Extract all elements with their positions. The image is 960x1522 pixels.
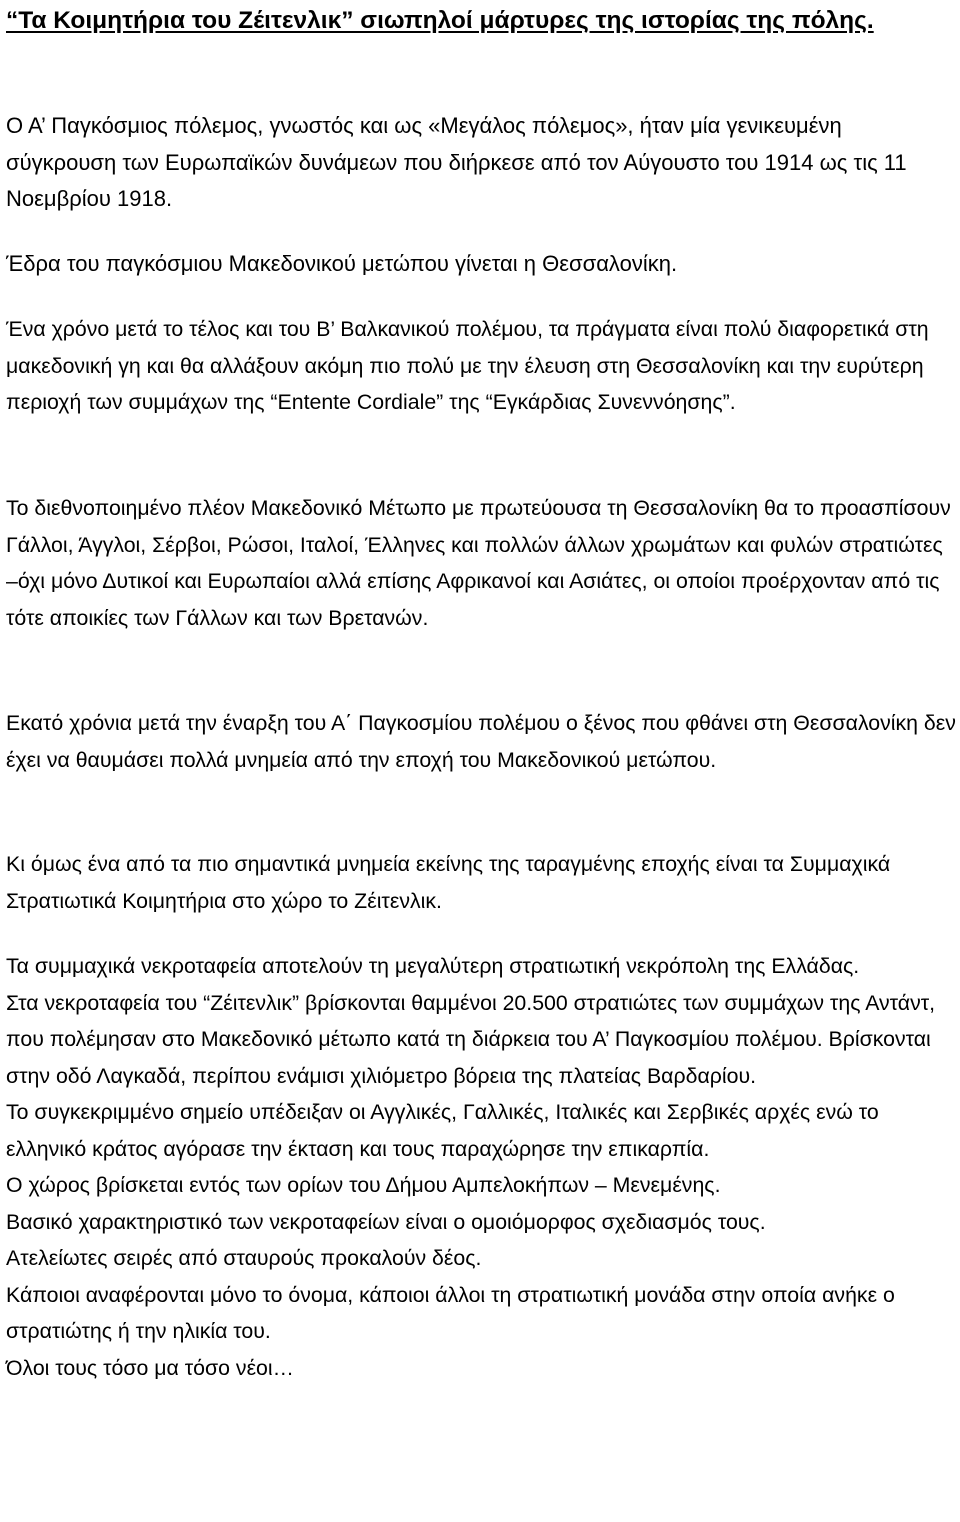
document-title: “Τα Κοιμητήρια του Ζέιτενλικ” σιωπηλοί μάρτυρες της ιστορίας της πόλης.: [6, 7, 874, 34]
paragraph-hundred-years-later: Εκατό χρόνια μετά την έναρξη του Α΄ Παγκοσμίου πολέμου ο ξένος που φθάνει στη Θεσσαλονίκη δεν έχει να θαυμάσει πολλά μνημεία από την εποχή του Μακεδονικού μετώπου.: [6, 711, 956, 772]
paragraph-ww1-intro: Ο Α’ Παγκόσμιος πόλεμος, γνωστός και ως «Μεγάλος πόλεμος», ήταν μία γενικευμένη σύγκρουση των Ευρωπαϊκών δυνάμεων που διήρκεσε από τον Αύγουστο του 1914 ως τις 11 Νοεμβρίου 1918.: [6, 113, 907, 212]
paragraph-internationalized-front: Το διεθνοποιημένο πλέον Μακεδονικό Μέτωπο με πρωτεύουσα τη Θεσσαλονίκη θα το προασπίσουν Γάλλοι, Άγγλοι, Σέρβοι, Ρώσοι, Ιταλοί, Έλληνες και πολλών άλλων χρωμάτων και φυλών στρατιώτες –όχι μόνο Δυτικοί και Ευρωπαίοι αλλά επίσης Αφρικανοί και Ασιάτες, οι οποίοι προέρχονταν από τις τότε αποικίες των Γάλλων και των Βρετανών.: [6, 496, 951, 630]
paragraph-macedonian-front-seat: Έδρα του παγκόσμιου Μακεδονικού μετώπου γίνεται η Θεσσαλονίκη.: [6, 251, 678, 276]
paragraph-allied-cemeteries: Κι όμως ένα από τα πιο σημαντικά μνημεία εκείνης της ταραγμένης εποχής είναι τα Συμμαχικά Στρατιωτικά Κοιμητήρια στο χώρο το Ζέιτενλικ.: [6, 852, 891, 913]
paragraph-necropolis-details: Τα συμμαχικά νεκροταφεία αποτελούν τη μεγαλύτερη στρατιωτική νεκρόπολη της Ελλάδας. Στα νεκροταφεία του “Ζέιτενλικ” βρίσκονται θαμμένοι 20.500 στρατιώτες των συμμάχων της Αντάντ, που πολέμησαν στο Μακεδονικό μέτωπο κατά τη διάρκεια του Α’ Παγκοσμίου πολέμου. Βρίσκονται στην οδό Λαγκαδά, περίπου ενάμισι χιλιόμετρο βόρεια της πλατείας Βαρδαρίου. Το συγκεκριμμένο σημείο υπέδειξαν οι Αγγλικές, Γαλλικές, Ιταλικές και Σερβικές αρχές ενώ το ελληνικό κράτος αγόρασε την έκταση και τους παραχώρησε την επικαρπία. Ο χώρος βρίσκεται εντός των ορίων του Δήμου Αμπελοκήπων – Μενεμένης. Βασικό χαρακτηριστικό των νεκροταφείων είναι ο ομοιόμορφος σχεδιασμός τους. Ατελείωτες σειρές από σταυρούς προκαλούν δέος. Κάποιοι αναφέρονται μόνο το όνομα, κάποιοι άλλοι τη στρατιωτική μονάδα στην οποία ανήκε ο στρατιώτης ή την ηλικία του. Όλοι τους τόσο μα τόσο νέοι…: [6, 954, 936, 1380]
paragraph-entente-arrival: Ένα χρόνο μετά το τέλος και του Β’ Βαλκανικού πολέμου, τα πράγματα είναι πολύ διαφορετικά στη μακεδονική γη και θα αλλάξουν ακόμη πιο πολύ με την έλευση στη Θεσσαλονίκη και την ευρύτερη περιοχή των συμμάχων της “Entente Cordiale” της “Εγκάρδιας Συνεννόησης”.: [6, 317, 929, 414]
